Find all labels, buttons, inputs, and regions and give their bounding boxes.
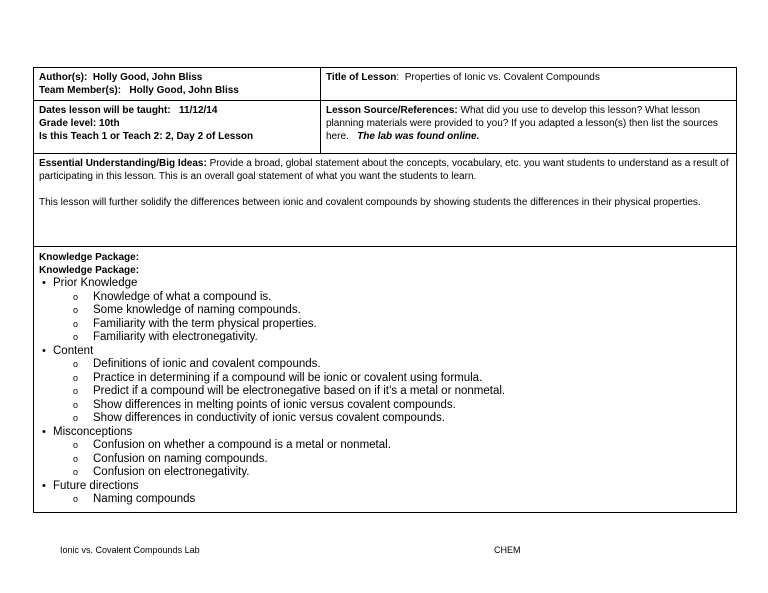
authors-label: Author(s): (39, 72, 88, 83)
list-item: o Confusion on whether a compound is a metal or nonmetal. (93, 439, 731, 453)
footer-lab-name: Ionic vs. Covalent Compounds Lab (60, 545, 200, 555)
list-item: o Familiarity with the term physical properties. (93, 318, 731, 332)
team-label: Team Member(s): (39, 85, 122, 96)
source-prompt: What did you use to develop this lesson? What lesson planning materials were provided to you? If you adapted a lesson(s) then list the sources here. (326, 105, 718, 142)
dates-cell (34, 101, 321, 154)
footer-subject: CHEM (494, 545, 521, 555)
list-item: o Knowledge of what a compound is. (93, 291, 731, 305)
knowledge-section (53, 277, 731, 345)
list-item: o Confusion on naming compounds. (93, 453, 731, 467)
list-item: o Familiarity with electronegativity. (93, 331, 731, 345)
lesson-title: Properties of Ionic vs. Covalent Compounds (404, 72, 600, 83)
section-title: Future directions (53, 479, 139, 492)
list-item: o Show differences in melting points of ionic versus covalent compounds. (93, 399, 731, 413)
teach-info: Is this Teach 1 or Teach 2: 2, Day 2 of Lesson (39, 131, 254, 142)
list-item: o Some knowledge of naming compounds. (93, 304, 731, 318)
title-label: Title of Lesson (326, 72, 397, 83)
list-item: o Naming compounds (93, 493, 731, 507)
source-cell (321, 101, 737, 154)
knowledge-heading: Knowledge Package: (39, 252, 140, 263)
knowledge-cell (34, 247, 737, 513)
list-item: o Show differences in conductivity of ionic versus covalent compounds. (93, 412, 731, 426)
section-title: Prior Knowledge (53, 277, 138, 289)
knowledge-section (53, 480, 731, 507)
source-label: Lesson Source/References: (326, 105, 458, 116)
knowledge-section (53, 426, 731, 480)
dates-value: 11/12/14 (179, 105, 218, 116)
lesson-plan-table (33, 67, 736, 513)
list-item: o Practice in determining if a compound will be ionic or covalent using formula. (93, 372, 731, 386)
section-title: Misconceptions (53, 425, 133, 438)
knowledge-list (39, 277, 731, 507)
essential-prompt: Provide a broad, global statement about the concepts, vocabulary, etc. you want students to understand as a result of participating in this lesson. This is an overall goal statement of what you want the students to learn. (39, 158, 729, 182)
source-answer: The lab was found online. (357, 131, 480, 142)
essential-cell (34, 154, 737, 247)
team-value: Holly Good, John Bliss (129, 85, 239, 96)
list-item: o Definitions of ionic and covalent compounds. (93, 358, 731, 372)
title-cell: Title of Lesson: Properties of Ionic vs. Covalent Compounds (321, 68, 737, 101)
knowledge-section (53, 345, 731, 426)
grade-level: Grade level: 10th (39, 118, 120, 129)
essential-label: Essential Understanding/Big Ideas: (39, 158, 207, 169)
dates-label: Dates lesson will be taught: (39, 105, 171, 116)
list-item: o Confusion on electronegativity. (93, 466, 731, 480)
authors-cell (34, 68, 321, 101)
knowledge-heading-repeat: Knowledge Package: (39, 265, 140, 276)
section-title: Content (53, 344, 94, 357)
essential-answer: This lesson will further solidify the differences between ionic and covalent compounds by showing students the differences in their physical properties. (39, 197, 701, 208)
list-item: o Predict if a compound will be electronegative based on if it’s a metal or nonmetal. (93, 385, 731, 399)
authors-value: Holly Good, John Bliss (92, 72, 203, 83)
